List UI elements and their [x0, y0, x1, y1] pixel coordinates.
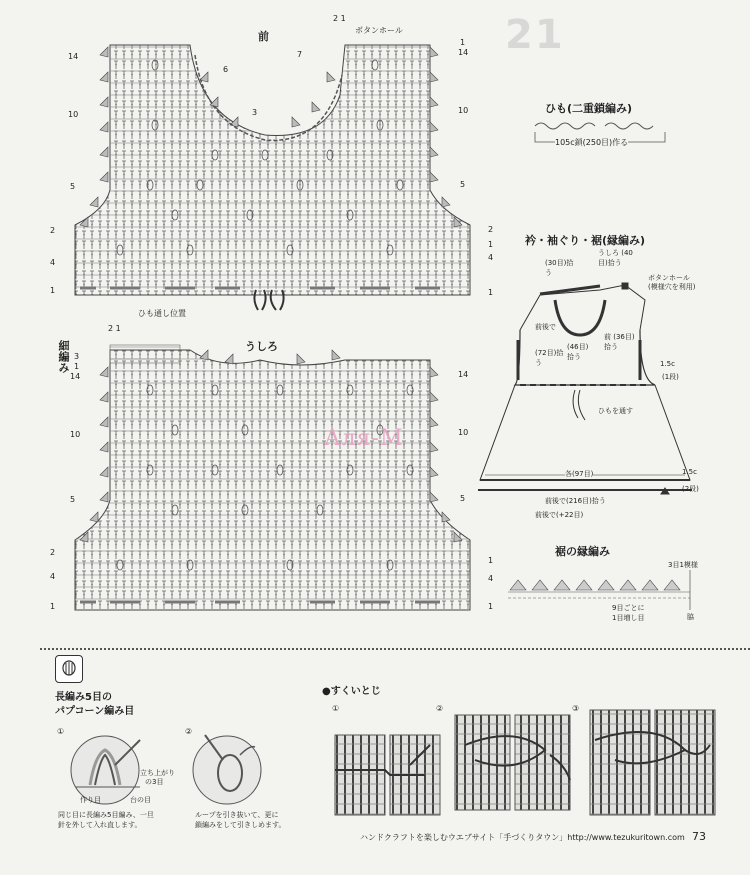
edging-dim15a: 1.5c	[660, 360, 675, 368]
front-row-right-14: 14	[458, 48, 469, 57]
bg-mark: 21	[505, 12, 565, 58]
front-row-right-1b: 1	[488, 240, 494, 249]
back-row-left-1a: 1	[74, 362, 80, 371]
cord-title: ひも(二重鎖編み)	[545, 102, 633, 115]
front-mark-7: 7	[297, 50, 303, 59]
back-row-right-1b: 1	[488, 602, 494, 611]
edging-dim15b: 1.5c	[682, 468, 697, 476]
footer-text: ハンドクラフトを楽しむウエブサイト「手づくりタウン」http://www.tezukuritown.com	[360, 833, 685, 842]
edging-plus22: 前後で(+22目)	[535, 511, 584, 519]
page-number: 73	[692, 830, 706, 843]
hem-inc-line1: 9目ごとに	[612, 604, 645, 612]
front-hole-label: ひも通し位置	[138, 309, 186, 318]
front-row-right-5: 5	[460, 180, 466, 189]
front-buttonhole-label: ボタンホール	[355, 26, 403, 35]
popcorn-symbol-icon	[55, 655, 83, 683]
hem-inc-line2: 1目増し目	[612, 614, 645, 622]
front-row-right-4: 4	[488, 253, 494, 262]
section-divider	[40, 648, 750, 650]
popcorn-step2-num: ②	[185, 727, 193, 736]
edging-buttonhole: ボタンホール	[648, 274, 690, 282]
edging-each97: 各(97目)	[565, 470, 594, 478]
seaming-title: ●すくいとじ	[322, 686, 381, 697]
popcorn-desc1-1: 同じ目に長編み5目編み、一旦	[58, 811, 154, 819]
seaming-step1: ①	[332, 704, 340, 713]
front-row-right-2: 2	[488, 225, 494, 234]
back-row-left-2: 2	[50, 548, 56, 557]
hem-pattern: 3目1模様	[668, 561, 698, 569]
back-row-right-10: 10	[458, 428, 469, 437]
front-mark-3: 3	[252, 108, 258, 117]
back-row-left-10: 10	[70, 430, 81, 439]
popcorn-step1-num: ①	[57, 727, 65, 736]
front-row-right-10: 10	[458, 106, 469, 115]
popcorn-icon	[56, 656, 82, 682]
front-top-marks: 2 1	[333, 14, 346, 23]
back-title: うしろ	[245, 340, 278, 353]
edging-pick46: (46目)拾う	[567, 343, 589, 361]
back-row-left-1b: 1	[50, 602, 56, 611]
back-side-label: 細編み	[57, 340, 70, 373]
popcorn-step1-d: 台の目	[130, 796, 151, 804]
edging-pick30: (30目)拾う	[545, 259, 574, 277]
popcorn-desc2-1: ループを引き抜いて、更に	[195, 811, 279, 819]
back-body	[75, 345, 470, 610]
hem-title: 裾の縁編み	[555, 545, 610, 558]
popcorn-step1-b: の3目	[145, 778, 164, 786]
back-row-right-5: 5	[460, 494, 466, 503]
front-row-left-5: 5	[70, 182, 76, 191]
back-top-marks: 2 1	[108, 324, 121, 333]
front-title: 前	[258, 30, 269, 43]
edging-pick216: 前後で(216目)拾う	[545, 497, 606, 505]
front-row-left-4: 4	[50, 258, 56, 267]
hem-edging	[508, 570, 690, 610]
popcorn-desc1-2: 針を外して入れ直します。	[58, 821, 142, 829]
edging-title: 衿・袖ぐり・裾(縁編み)	[525, 234, 646, 247]
back-row-right-1a: 1	[488, 556, 494, 565]
seaming-step2: ②	[436, 704, 444, 713]
edging-row2: (2段)	[682, 485, 699, 493]
back-row-right-4: 4	[488, 574, 494, 583]
edging-buttonhole-sub: (模様穴を利用)	[648, 283, 696, 291]
back-row-left-3: 3	[74, 352, 80, 361]
dress-schematic	[478, 283, 692, 494]
back-row-right-14: 14	[458, 370, 469, 379]
front-row-right-1a: 1	[460, 38, 466, 47]
popcorn-step1-c: 作り目	[80, 796, 101, 804]
edging-front-label: 前後で	[535, 323, 556, 331]
popcorn-desc2-2: 鎖編みをして引きしめます。	[195, 821, 286, 829]
edging-pick36: 前 (36目)拾う	[604, 333, 635, 351]
edging-pick40: うしろ (40目)拾う	[598, 249, 633, 267]
seaming-illustrations	[325, 705, 720, 825]
edging-string: ひもを通す	[598, 407, 633, 415]
front-row-left-1: 1	[50, 286, 56, 295]
back-row-left-5: 5	[70, 495, 76, 504]
front-row-left-2: 2	[50, 226, 56, 235]
popcorn-step1-a: 立ち上がり	[140, 769, 175, 777]
front-mark-6: 6	[223, 65, 229, 74]
front-body	[75, 45, 470, 295]
watermark: Аля-М	[324, 426, 404, 451]
hem-side: 脇	[687, 613, 694, 621]
cord-caption: 105c鎖(250目)作る	[555, 138, 629, 147]
back-row-left-4: 4	[50, 572, 56, 581]
popcorn-title-2: パプコーン編み目	[55, 706, 135, 717]
front-row-left-10: 10	[68, 110, 79, 119]
edging-pick72: (72目)拾う	[535, 349, 564, 367]
front-row-right-1c: 1	[488, 288, 494, 297]
popcorn-title-1: 長編み5目の	[55, 692, 112, 703]
seaming-step3: ③	[572, 704, 580, 713]
front-row-left-14: 14	[68, 52, 79, 61]
edging-row1: (1段)	[662, 373, 679, 381]
back-row-left-14: 14	[70, 372, 81, 381]
